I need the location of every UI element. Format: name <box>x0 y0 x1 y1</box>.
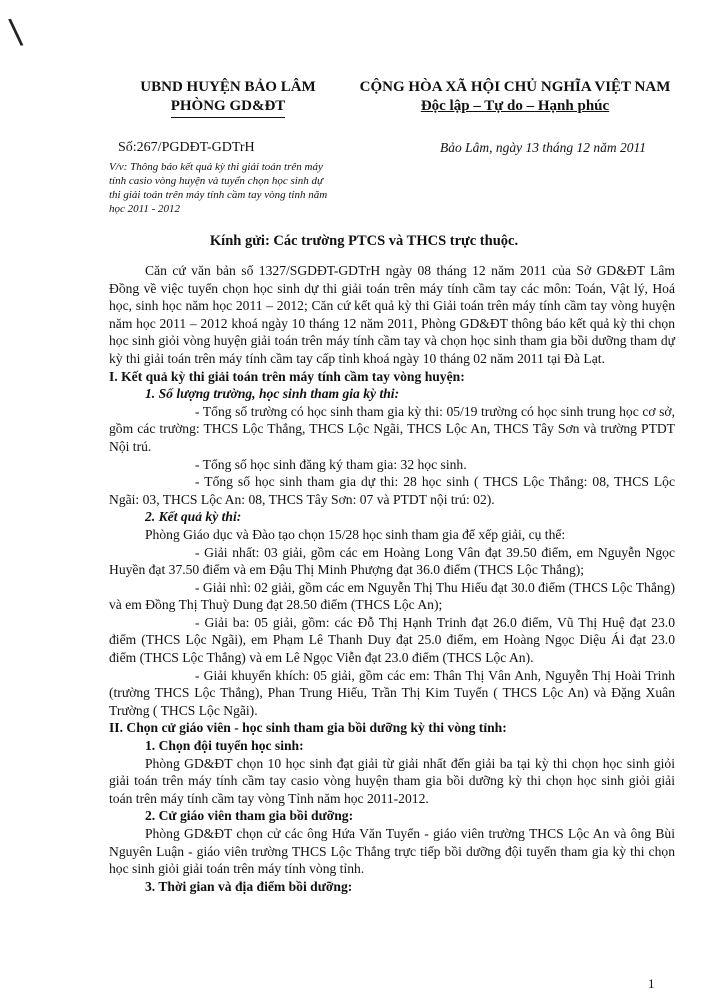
paragraph: Phòng GD&ĐT chọn cử các ông Hứa Văn Tuyển - giáo viên trường THCS Lộc An và ông Bùi Nguyên Luận - giáo viên trường THCS Lộc Thắng trực tiếp bồi dưỡng đội tuyển tham gia kỳ thi chọn học sinh giỏi giải toán trên máy tính vòng tỉnh. <box>109 826 675 877</box>
issuing-authority <box>118 78 338 118</box>
list-item: - Tổng số học sinh tham gia dự thi: 28 học sinh ( THCS Lộc Thắng: 08, THCS Lộc Ngãi: 03, THCS Lộc An: 08, THCS Tây Sơn: 07 và PTDT nội trú: 02). <box>109 474 675 507</box>
stray-mark: \ <box>7 11 25 53</box>
subsection-heading-1-1: 1. Số lượng trường, học sinh tham gia kỳ thi: <box>145 386 400 402</box>
authority-line-2: PHÒNG GD&ĐT <box>171 97 286 118</box>
national-name: CỘNG HÒA XÃ HỘI CHỦ NGHĨA VIỆT NAM <box>359 79 671 95</box>
document-header <box>0 78 728 118</box>
subject-line: V/v: Thông báo kết quả kỳ thi giải toán trên máy tính casio vòng huyện và tuyển chọn học sinh dự thi giải toán trên máy tính cầm tay vòng tỉnh năm học 2011 - 2012 <box>109 161 328 215</box>
intro-paragraph: Căn cứ văn bản số 1327/SGDĐT-GDTrH ngày 08 tháng 12 năm 2011 của Sở GD&ĐT Lâm Đồng về việc tuyển chọn học sinh dự thi giải toán trên máy tính cầm tay các môn: Toán, Vật lý, Hoá học, sinh học năm học 2011 – 2012; Căn cứ kết quả kỳ thi Giải toán trên máy tính cầm tay vòng huyện năm học 2011 – 2012 khoá ngày 10 tháng 12 năm 2011, Phòng GD&ĐT thông báo kết quả kỳ thi chọn học sinh giỏi vòng huyện giải toán trên máy tính cầm tay và chọn học sinh tham gia bồi dưỡng tham dự kỳ thi giải toán trên máy tính cầm tay cấp tỉnh khoá ngày 10 tháng 02 năm 2011 tại Đà Lạt. <box>109 263 675 366</box>
recipient-line: Kính gửi: Các trường PTCS và THCS trực thuộc. <box>209 233 519 249</box>
authority-line-1: UBND HUYỆN BẢO LÂM <box>140 79 316 95</box>
page-number: 1 <box>648 976 655 991</box>
list-item: - Giải khuyến khích: 05 giải, gồm các em: Thân Thị Vân Anh, Nguyễn Thị Hoài Trinh (trường THCS Lộc Thắng), Phan Trung Hiếu, Trần Thị Kim Tuyến ( THCS Lộc An) và Đặng Xuân Trường ( THCS Lộc Ngãi). <box>109 667 675 718</box>
list-item: - Giải nhì: 02 giải, gồm các em Nguyễn Thị Thu Hiếu đạt 30.0 điểm (THCS Lộc Thắng) và em Đồng Thị Thuỳ Dung đạt 28.50 điểm (THCS Lộc An); <box>109 579 675 613</box>
subsection-heading-1-2: 2. Kết quả kỳ thi: <box>145 509 242 525</box>
paragraph: Phòng GD&ĐT chọn 10 học sinh đạt giải từ giải nhất đến giải ba tại kỳ thi chọn học sinh giỏi giải toán trên máy tính cầm tay casio vòng huyện tham gia bồi dưỡng kỳ thi chọn học sinh giỏi giải toán trên máy tính cầm tay vòng Tỉnh năm học 2011-2012. <box>109 755 675 806</box>
section-heading-1: I. Kết quả kỳ thi giải toán trên máy tính cầm tay vòng huyện: <box>109 368 465 384</box>
results-intro: Phòng Giáo dục và Đào tạo chọn 15/28 học sinh tham gia để xếp giải, cụ thể: <box>145 526 566 542</box>
document-body <box>109 262 675 895</box>
section-heading-2: II. Chọn cử giáo viên - học sinh tham gia bồi dưỡng kỳ thi vòng tỉnh: <box>109 720 507 736</box>
date-line: Bảo Lâm, ngày 13 tháng 12 năm 2011 <box>440 140 646 155</box>
national-title <box>350 78 680 116</box>
list-item: - Tổng số trường có học sinh tham gia kỳ thi: 05/19 trường có học sinh trung học cơ sở, gồm các trường: THCS Lộc Thắng, THCS Lộc Ngãi, THCS Lộc An, THCS Tây Sơn và trường PTDT Nội trú. <box>109 403 675 454</box>
list-item: - Giải nhất: 03 giải, gồm các em Hoàng Long Vân đạt 39.50 điểm, em Nguyễn Ngọc Huyền đạt 37.50 điểm và em Đậu Thị Minh Phượng đạt 36.0 điểm (THCS Lộc Thắng); <box>109 544 675 578</box>
list-item: - Giải ba: 05 giải, gồm: các Đỗ Thị Hạnh Trinh đạt 26.0 điểm, Vũ Thị Huệ đạt 23.0 điểm (THCS Lộc Ngãi), em Phạm Lê Thanh Duy đạt 25.0 điểm, em Hoàng Ngọc Diệu Ái đạt 23.0 điểm (THCS Lộc Thắng) và em Lê Ngọc Viễn đạt 23.0 điểm (THCS Lộc An). <box>109 614 675 666</box>
national-motto: Độc lập – Tự do – Hạnh phúc <box>420 98 610 114</box>
reference-number: Số:267/PGDĐT-GDTrH <box>118 140 255 155</box>
subsection-heading-2-2: 2. Cử giáo viên tham gia bồi dưỡng: <box>145 808 354 824</box>
subsection-heading-2-1: 1. Chọn đội tuyển học sinh: <box>145 738 304 754</box>
list-item: - Tổng số học sinh đăng ký tham gia: 32 học sinh. <box>195 456 467 472</box>
subsection-heading-2-3: 3. Thời gian và địa điểm bồi dưỡng: <box>145 878 353 894</box>
